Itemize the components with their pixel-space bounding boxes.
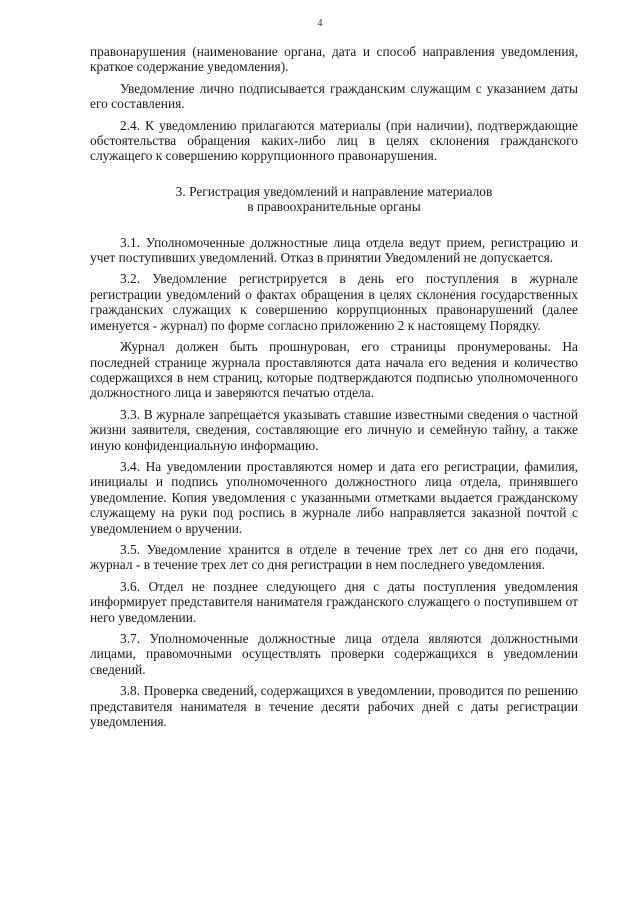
paragraph-3-4: 3.4. На уведомлении проставляются номер и дата его регистрации, фамилия, инициалы и подпись уполномоченного должностного лица отдела, принявшего уведомление. Копия уведомления с указанными отметками выдается гражданскому служащему на руки под роспись в журнале либо направляется заказной почтой с уведомлением о вручении. [90,458,578,536]
paragraph-signature-note: Уведомление лично подписывается гражданским служащим с указанием даты его составления. [90,80,578,112]
paragraph-3-3: 3.3. В журнале запрещается указывать ставшие известными сведения о частной жизни заявителя, сведения, составляющие его личную и семейную тайну, а также иную конфиденциальную информацию. [90,406,578,453]
paragraph-journal: Журнал должен быть прошнурован, его страницы пронумерованы. На последней странице журнала проставляются дата начала его ведения и количество содержащихся в нем страниц, которые подтверждаются подписью уполномоченного должностного лица и заверяются печатью отдела. [90,339,578,401]
paragraph-3-5: 3.5. Уведомление хранится в отделе в течение трех лет со дня его подачи, журнал - в течение трех лет со дня регистрации в нем последнего уведомления. [90,541,578,573]
page-number: 4 [317,18,323,29]
paragraph-continuation: правонарушения (наименование органа, дата и способ направления уведомления, краткое содержание уведомления). [90,44,578,75]
section-heading-line-2: в правоохранительные органы [247,199,421,215]
paragraph-3-1: 3.1. Уполномоченные должностные лица отдела ведут прием, регистрацию и учет поступивших уведомлений. Отказ в принятии Уведомлений не допускается. [90,234,578,266]
paragraph-3-7: 3.7. Уполномоченные должностные лица отдела являются должностными лицами, правомочными осуществлять проверки содержащихся в уведомлении сведений. [90,631,578,677]
section-heading-line-1: 3. Регистрация уведомлений и направление материалов [175,183,493,199]
paragraph-3-8: 3.8. Проверка сведений, содержащихся в уведомлении, проводится по решению представителя нанимателя в течение десяти рабочих дней с даты регистрации уведомления. [90,683,578,730]
paragraph-3-2: 3.2. Уведомление регистрируется в день его поступления в журнале регистрации уведомлений о фактах обращения в целях склонения государственных гражданских служащих к совершению коррупционных правонарушений (далее именуется - журнал) по форме согласно приложению 2 к настоящему Порядку. [90,271,578,333]
paragraph-3-6: 3.6. Отдел не позднее следующего дня с даты поступления уведомления информирует представителя нанимателя гражданского служащего о поступившем от него уведомлении. [90,578,578,625]
paragraph-2-4: 2.4. К уведомлению прилагаются материалы (при наличии), подтверждающие обстоятельства обращения каких-либо лиц в целях склонения гражданского служащего к совершению коррупционного правонарушения. [90,117,578,164]
section-heading [90,184,578,215]
document-body [90,44,578,735]
